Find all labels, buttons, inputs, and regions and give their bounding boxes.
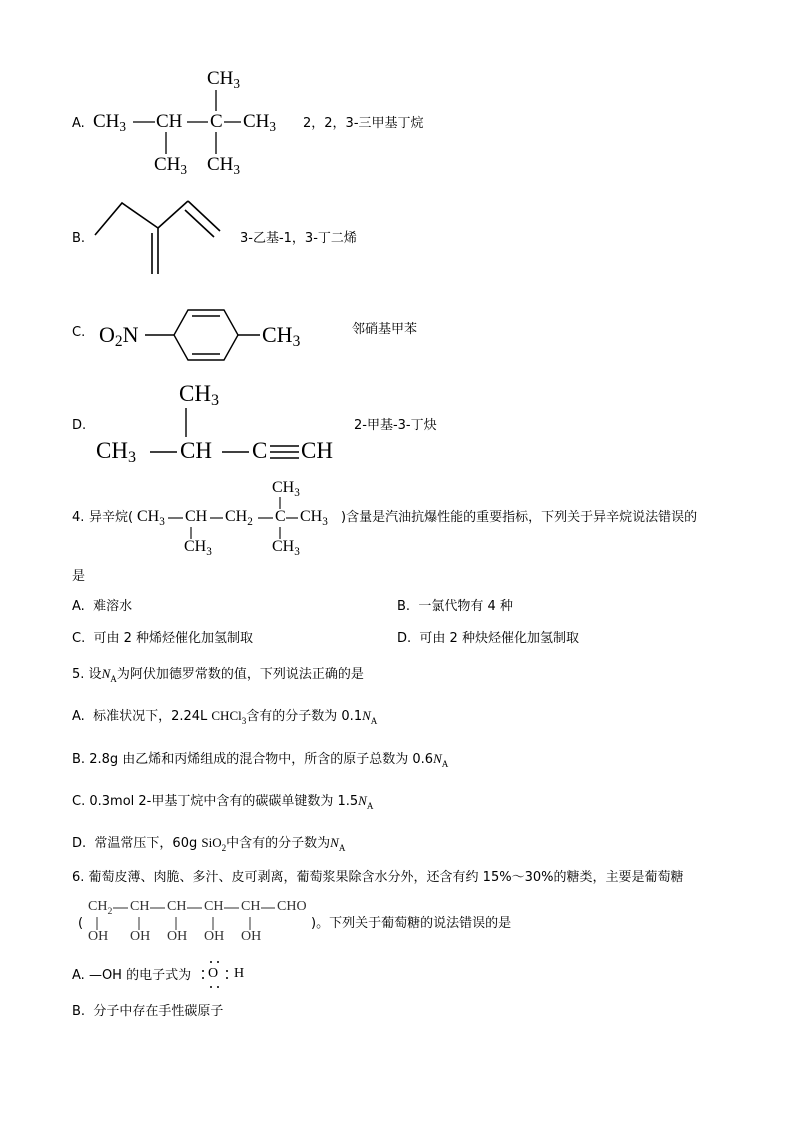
glucose-ch2: $CH_2$	[88, 899, 113, 917]
d-ch3: $CH_3$	[96, 438, 136, 466]
q5-number: 5.	[72, 667, 85, 682]
q4-line2: 是	[72, 569, 86, 584]
option-b-name: 3-乙基-1，3-丁二烯	[240, 231, 357, 246]
glucose-oh-3: OH	[167, 929, 188, 944]
d-ch: CH	[180, 438, 212, 463]
q6-option-a[interactable]: A. —OH 的电子式为	[72, 968, 192, 983]
q4-prefix: 异辛烷(	[89, 510, 134, 525]
q6-number: 6.	[72, 870, 85, 885]
q5-stem: 5. 设$N_A$为阿伏加德罗常数的值，下列说法正确的是	[72, 666, 364, 684]
glucose-oh-1: OH	[88, 929, 109, 944]
option-d-label: D.	[72, 418, 87, 433]
q4-option-d-label: D.	[397, 631, 412, 646]
q5-option-a-label: A.	[72, 709, 85, 724]
q4-option-c-label: C.	[72, 631, 86, 646]
chcl3-formula: CHCl	[211, 708, 242, 723]
option-c-name: 邻硝基甲苯	[352, 322, 418, 337]
glucose-oh-4: OH	[204, 929, 225, 944]
iso-c: C	[275, 508, 286, 525]
c-group: C	[210, 111, 223, 132]
q6-stem-line1: 6. 葡萄皮薄、肉脆、多汁、皮可剥离，葡萄浆果除含水分外，还含有约 15%～30%的糖类，主要是葡萄糖	[72, 870, 684, 885]
na-symbol: N	[101, 666, 111, 681]
sio2-formula: SiO	[201, 835, 222, 850]
ch3-bottom-left: $CH_3$	[154, 154, 188, 177]
q5-option-d-label: D.	[72, 836, 87, 851]
q5-stem-post: 为阿伏加德罗常数的值，下列说法正确的是	[116, 667, 364, 682]
q4-suffix: )含量是汽油抗爆性能的重要指标，下列关于异辛烷说法错误的	[341, 510, 698, 525]
q4-option-b-label: B.	[397, 599, 411, 614]
q6-option-b[interactable]: B. 分子中存在手性碳原子	[72, 1004, 224, 1019]
glucose-ch-3: CH	[204, 899, 224, 914]
q4-option-d-text: 可由 2 种炔烃催化加氢制取	[419, 631, 579, 646]
ch3-top: $CH_3$	[207, 68, 241, 91]
q5-option-c[interactable]: C. 0.3mol 2-甲基丁烷中含有的碳碳单键数为 $1.5N_A$	[72, 793, 374, 811]
iso-ch3-1: $CH_3$	[137, 508, 165, 528]
q5-option-d[interactable]: D. 常温常压下，60g SiO$_2$中含有的分子数为$N_A$	[72, 835, 346, 853]
ch3-bottom-right: $CH_3$	[207, 154, 241, 177]
option-c-label: C.	[72, 325, 86, 340]
q4-option-c-text: 可由 2 种烯烃催化加氢制取	[93, 631, 254, 646]
iso-ch3-bottom-2: $CH_3$	[272, 538, 300, 558]
ch-group: CH	[156, 111, 183, 132]
q5-option-b-label: B.	[72, 752, 86, 767]
q6-stem-line2: )。下列关于葡萄糖的说法错误的是	[311, 916, 512, 931]
electron-h: H	[234, 966, 245, 981]
iso-ch3-bottom-1: $CH_3$	[184, 538, 212, 558]
nitro-group: $O_2N$	[99, 322, 139, 350]
iso-ch2: $CH_2$	[225, 508, 253, 528]
q4-number: 4.	[72, 510, 85, 525]
ch3-right: $CH_3$	[243, 111, 277, 134]
option-a-label: A.	[72, 116, 85, 131]
q5-stem-pre: 设	[88, 667, 102, 682]
option-b-label: B.	[72, 231, 86, 246]
q5-option-c-label: C.	[72, 794, 86, 809]
iso-ch3-5: $CH_3$	[300, 508, 328, 528]
q4-option-b-text: 一氯代物有 4 种	[418, 599, 513, 614]
q4-option-a-text: 难溶水	[93, 599, 133, 614]
glucose-oh-2: OH	[130, 929, 151, 944]
option-a-name: 2，2，3-三甲基丁烷	[303, 116, 424, 131]
d-c: C	[252, 438, 268, 463]
ch3-left: $CH_3$	[93, 111, 127, 134]
glucose-ch-4: CH	[241, 899, 261, 914]
iso-ch: CH	[185, 508, 208, 525]
glucose-cho: CHO	[277, 899, 307, 914]
q4-option-a-label: A.	[72, 599, 85, 614]
iso-ch3-top: $CH_3$	[272, 479, 300, 499]
glucose-ch-2: CH	[167, 899, 187, 914]
q6-open-paren: (	[78, 916, 84, 931]
d-ch3-top: $CH_3$	[179, 381, 219, 409]
d-ch-end: CH	[301, 438, 333, 463]
q6-option-a-label: A.	[72, 968, 85, 983]
q5-option-b[interactable]: B. 2.8g 由乙烯和丙烯组成的混合物中，所含的原子总数为 $0.6N_A$	[72, 751, 449, 769]
methyl-group: $CH_3$	[262, 322, 301, 350]
electron-o: O	[208, 966, 219, 981]
glucose-oh-5: OH	[241, 929, 262, 944]
q6-option-b-label: B.	[72, 1004, 86, 1019]
glucose-ch-1: CH	[130, 899, 150, 914]
option-d-name: 2-甲基-3-丁炔	[354, 418, 437, 433]
q5-option-a[interactable]: A. 标准状况下，2.24L CHCl$_3$含有的分子数为 $0.1N_A$	[72, 708, 378, 726]
